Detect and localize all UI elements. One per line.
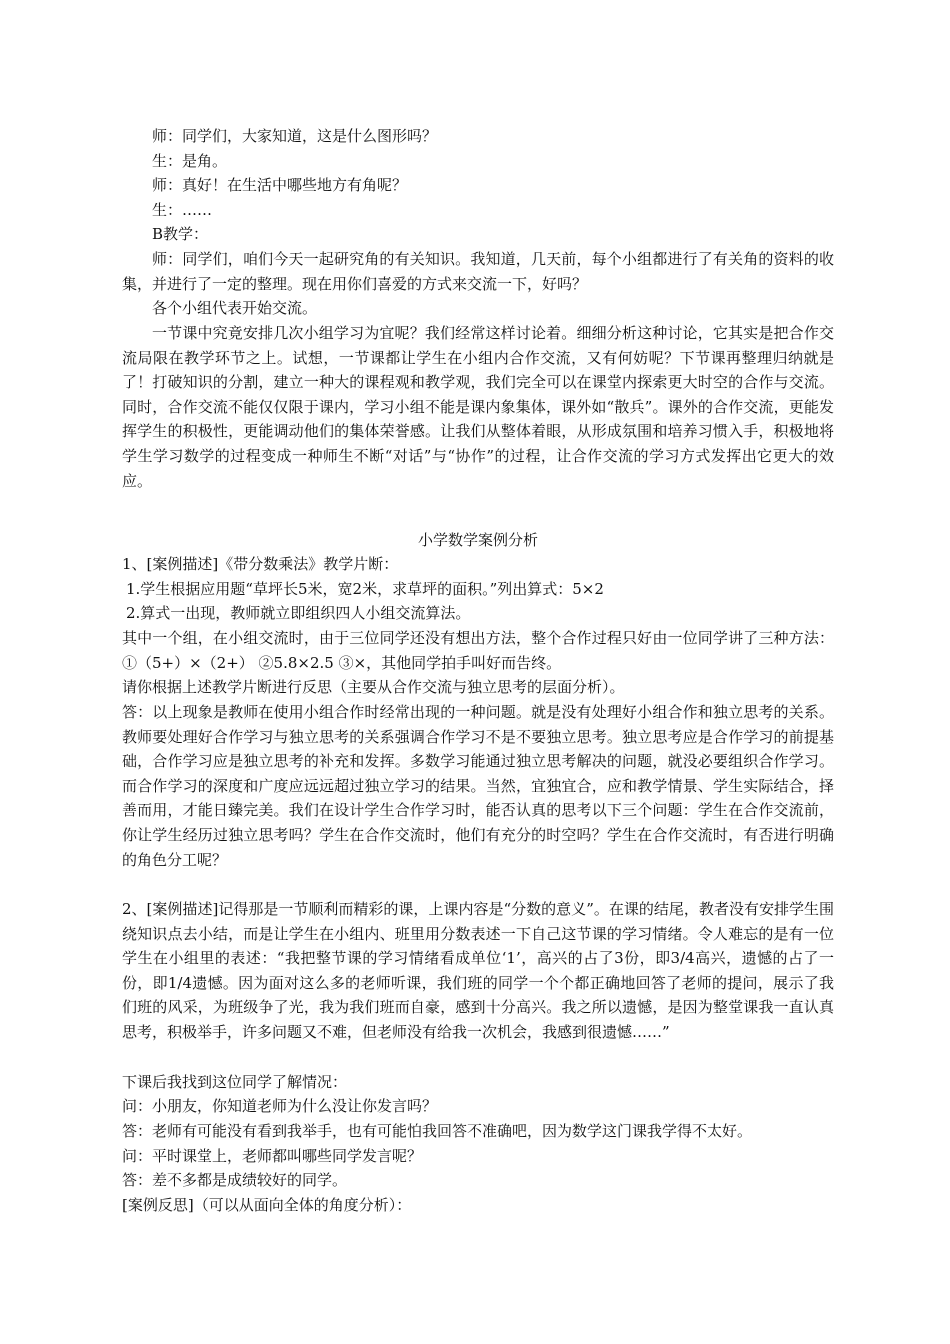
dialogue-a bbox=[122, 124, 834, 247]
case1-answer: 答：以上现象是教师在使用小组合作时经常出现的一种问题。就是没有处理好小组合作和独立思考的关系。教师要处理好合作学习与独立思考的关系强调合作学习不是不要独立思考。独立思考应是合作学习的前提基础，合作学习应是独立思考的补充和发挥。多数学习能通过独立思考解决的问题，就没必要组织合作学习。而合作学习的深度和广度应远远超过独立学习的结果。当然，宜独宜合，应和教学情景、学生实际结合，择善而用，才能日臻完美。我们在设计学生合作学习时，能否认真的思考以下三个问题：学生在合作交流前，你让学生经历过独立思考吗？学生在合作交流时，他们有充分的时空吗？学生在合作交流时，有否进行明确的角色分工呢？ bbox=[122, 703, 834, 869]
case2-question-1: 问：小朋友，你知道老师为什么没让你发言吗？ bbox=[122, 1097, 438, 1115]
case2-question-2: 问：平时课堂上，老师都叫哪些同学发言呢？ bbox=[122, 1147, 423, 1165]
groups-start: 各个小组代表开始交流。 bbox=[152, 299, 318, 317]
case1-item-2: 2.算式一出现，教师就立即组织四人小组交流算法。 bbox=[126, 604, 471, 622]
dialogue-line: 生：是角。 bbox=[152, 151, 228, 170]
dialogue-b: 师：同学们，咱们今天一起研究角的有关知识。我知道，几天前，每个小组都进行了有关角的资料的收集，并进行了一定的整理。现在用你们喜爱的方式来交流一下，好吗？ bbox=[122, 250, 834, 293]
dialogue-line: 师：同学们，大家知道，这是什么图形吗？ bbox=[152, 127, 438, 145]
dialogue-line: 师：真好！在生活中哪些地方有角呢？ bbox=[152, 176, 408, 195]
case2-follow-up: 下课后我找到这位同学了解情况： bbox=[122, 1073, 348, 1091]
case2-answer-1: 答：老师有可能没有看到我举手，也有可能怕我回答不准确吧，因为数学这门课我学得不太好。 bbox=[122, 1122, 753, 1140]
case1-heading: 1、[案例描述]《带分数乘法》教学片断： bbox=[122, 555, 399, 573]
case1-question: 请你根据上述教学片断进行反思（主要从合作交流与独立思考的层面分析）。 bbox=[122, 678, 625, 696]
case2-description: 2、[案例描述]记得那是一节顺利而精彩的课，上课内容是“分数的意义”。在课的结尾，教者没有安排学生围绕知识点去小结，而是让学生在小组内、班里用分数表述一下自己这节课的学习情绪。令人难忘的是有一位学生在小组里的表述：“我把整节课的学习情绪看成单位‘1’，高兴的占了3份，即3/4高兴，遗憾的占了一份，即1/4遗憾。因为面对这么多的老师听课，我们班的同学一个个都正确地回答了老师的提问，展示了我们班的风采，为班级争了光，我为我们班而自豪，感到十分高兴。我之所以遗憾，是因为整堂课我一直认真思考，积极举手，许多问题又不难，但老师没有给我一次机会，我感到很遗憾……” bbox=[122, 900, 834, 1041]
section-title: 小学数学案例分析 bbox=[417, 531, 538, 549]
case2-answer-2: 答：差不多都是成绩较好的同学。 bbox=[122, 1171, 348, 1189]
case2-reflection: [案例反思]（可以从面向全体的角度分析）： bbox=[122, 1196, 412, 1214]
commentary-paragraph: 一节课中究竟安排几次小组学习为宜呢？我们经常这样讨论着。细细分析这种讨论，它其实是把合作交流局限在教学环节之上。试想，一节课都让学生在小组内合作交流，又有何妨呢？下节课再整理归纳就是了！打破知识的分割，建立一种大的课程观和教学观，我们完全可以在课堂内探索更大时空的合作与交流。同时，合作交流不能仅仅限于课内，学习小组不能是课内象集体，课外如“散兵”。课外的合作交流，更能发挥学生的积极性，更能调动他们的集体荣誉感。让我们从整体着眼，从形成氛围和培养习惯入手，积极地将学生学习数学的过程变成一种师生不断“对话”与“协作”的过程，让合作交流的学习方式发挥出它更大的效应。 bbox=[122, 324, 834, 490]
case1-item-1: 1.学生根据应用题“草坪长5米，宽2米，求草坪的面积。”列出算式：5×2 bbox=[126, 580, 604, 598]
dialogue-line: B教学： bbox=[152, 225, 209, 244]
dialogue-line: 生：…… bbox=[152, 200, 213, 219]
case1-group-text: 其中一个组，在小组交流时，由于三位同学还没有想出方法，整个合作过程只好由一位同学讲了三种方法：①（5+）×（2+） ②5.8×2.5 ③×，其他同学拍手叫好而告终。 bbox=[122, 629, 834, 672]
